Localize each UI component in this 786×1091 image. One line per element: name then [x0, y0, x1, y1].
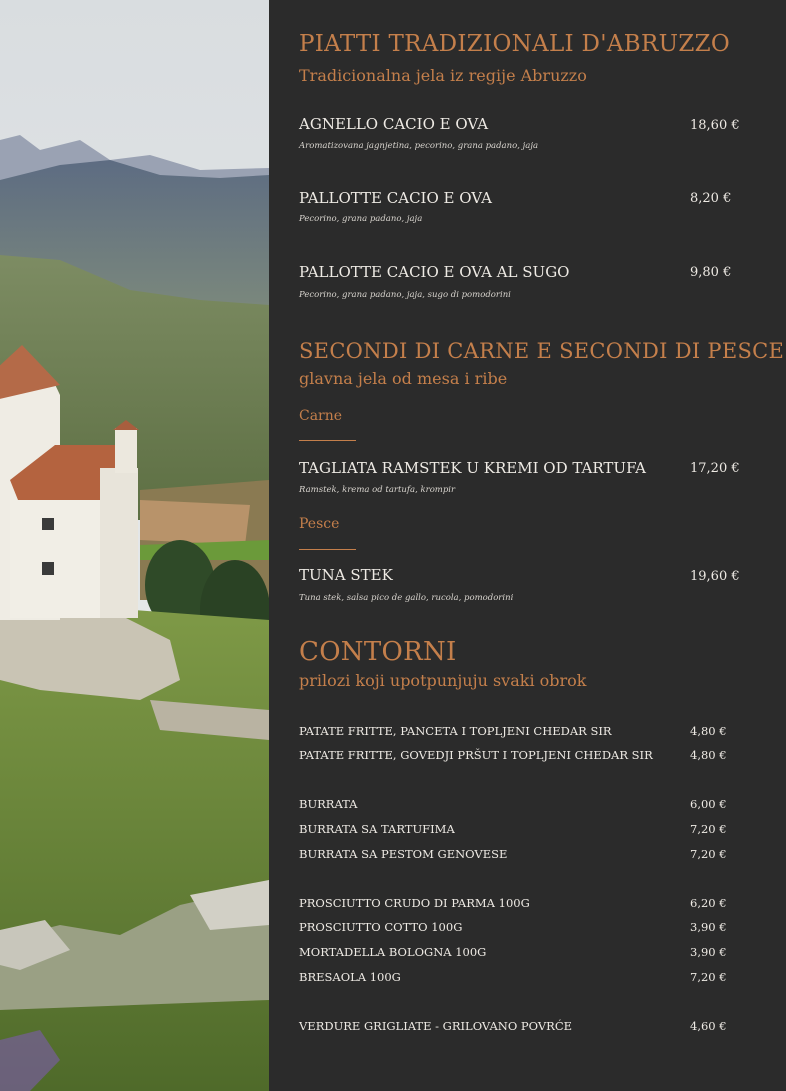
- category-divider: [299, 440, 356, 441]
- dish-description: Pecorino, grana padano, jaja: [299, 214, 423, 224]
- dish-price: 8,20 €: [690, 191, 732, 206]
- section-title-piatti: PIATTI TRADIZIONALI D'ABRUZZO: [299, 31, 731, 57]
- list-item-price: 6,20 €: [690, 896, 727, 910]
- dish-price: 9,80 €: [690, 265, 732, 280]
- list-item-name: BURRATA: [299, 797, 358, 811]
- list-item-price: 7,20 €: [690, 970, 727, 984]
- dish-description: Pecorino, grana padano, jaja, sugo di pomodorini: [299, 290, 511, 300]
- category-divider: [299, 549, 356, 550]
- list-item-name: PROSCIUTTO COTTO 100G: [299, 920, 463, 934]
- section-subtitle-piatti: Tradicionalna jela iz regije Abruzzo: [299, 66, 587, 85]
- list-item-name: PROSCIUTTO CRUDO DI PARMA 100G: [299, 896, 530, 910]
- list-item-name: PATATE FRITTE, GOVEDJI PRŠUT I TOPLJENI CHEDAR SIR: [299, 748, 653, 762]
- list-item-price: 4,80 €: [690, 748, 727, 762]
- dish-price: 17,20 €: [690, 461, 740, 476]
- list-item-name: BRESAOLA 100G: [299, 970, 401, 984]
- list-item-name: BURRATA SA PESTOM GENOVESE: [299, 847, 508, 861]
- menu-panel: [269, 0, 786, 1091]
- dish-name: PALLOTTE CACIO E OVA AL SUGO: [299, 263, 570, 281]
- category-label-carne: Carne: [299, 408, 343, 424]
- dish-description: Aromatizovana jagnjetina, pecorino, grana padano, jaja: [299, 141, 539, 151]
- section-subtitle-contorni: prilozi koji upotpunjuju svaki obrok: [299, 671, 587, 690]
- section-title-secondi: SECONDI DI CARNE E SECONDI DI PESCE: [299, 339, 785, 363]
- list-item-price: 3,90 €: [690, 920, 727, 934]
- abruzzo-church-landscape-image: [0, 0, 269, 1091]
- dish-name: TUNA STEK: [299, 566, 393, 584]
- list-item-price: 6,00 €: [690, 797, 727, 811]
- list-item-name: PATATE FRITTE, PANCETA I TOPLJENI CHEDAR SIR: [299, 724, 612, 738]
- list-item-name: VERDURE GRIGLIATE - GRILOVANO POVRĆE: [299, 1019, 573, 1033]
- list-item-price: 4,80 €: [690, 724, 727, 738]
- dish-price: 18,60 €: [690, 118, 740, 133]
- dish-description: Tuna stek, salsa pico de gallo, rucola, pomodorini: [299, 593, 514, 603]
- list-item-name: BURRATA SA TARTUFIMA: [299, 822, 455, 836]
- dish-name: TAGLIATA RAMSTEK U KREMI OD TARTUFA: [299, 459, 647, 477]
- list-item-name: MORTADELLA BOLOGNA 100G: [299, 945, 487, 959]
- list-item-price: 7,20 €: [690, 822, 727, 836]
- list-item-price: 4,60 €: [690, 1019, 727, 1033]
- dish-price: 19,60 €: [690, 569, 740, 584]
- dish-name: PALLOTTE CACIO E OVA: [299, 189, 492, 207]
- category-label-pesce: Pesce: [299, 516, 340, 532]
- landscape-photo: [0, 0, 269, 1091]
- list-item-price: 3,90 €: [690, 945, 727, 959]
- section-title-contorni: CONTORNI: [299, 637, 457, 667]
- dish-name: AGNELLO CACIO E OVA: [299, 115, 489, 133]
- section-subtitle-secondi: glavna jela od mesa i ribe: [299, 369, 508, 388]
- list-item-price: 7,20 €: [690, 847, 727, 861]
- dish-description: Ramstek, krema od tartufa, krompir: [299, 485, 456, 495]
